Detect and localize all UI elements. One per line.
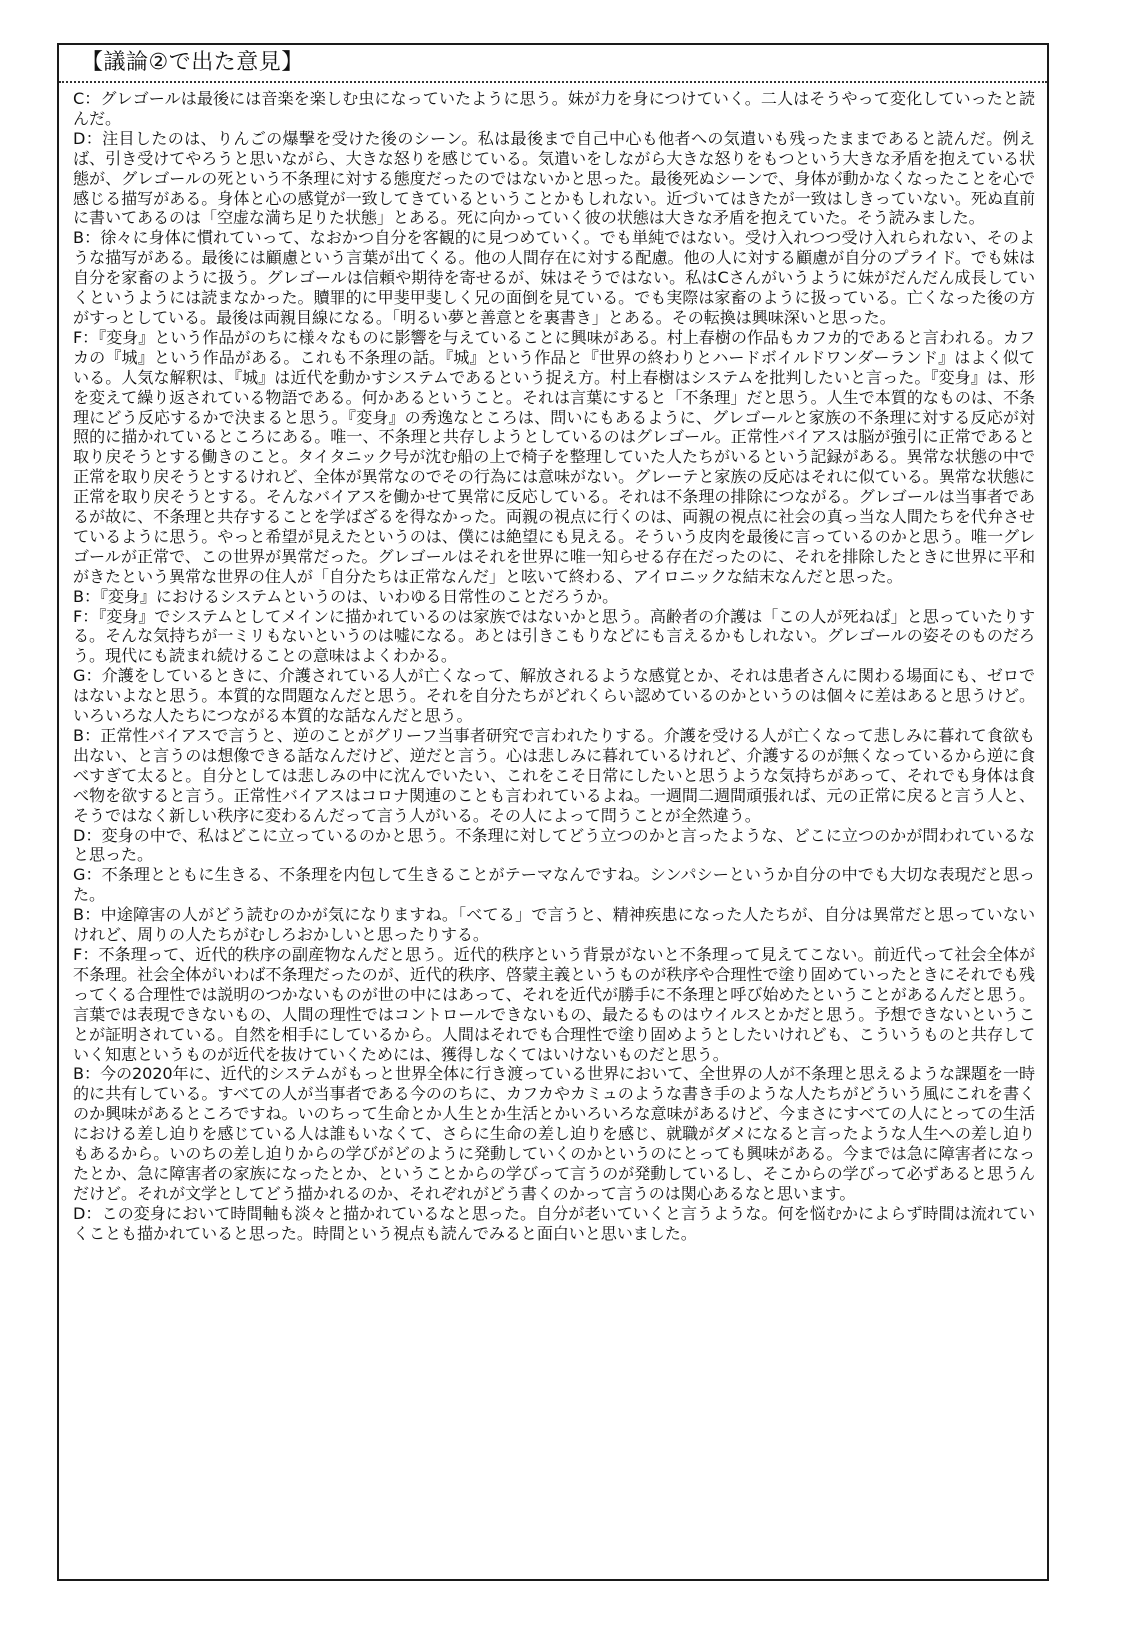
- remark-b-3: B：正常性バイアスで言うと、逆のことがグリーフ当事者研究で言われたりする。介護を受ける人が亡くなって悲しみに暮れて食欲も出ない、と言うのは想像できる話なんだけど、逆だと言う。心は悲しみに暮れているけれど、介護するのが無くなっているから逆に食べすぎて太ると。自分としては悲しみの中に沈んでいたい、これをこそ日常にしたいと思うような気持ちがあって、それでも身体は食べ物を欲すると言う。正常性バイアスはコロナ関連のことも言われているよね。一週間二週間頑張れば、元の正常に戻ると言う人と、そうではなく新しい秩序に変わるんだって言う人がいる。その人によって問うことが全然違う。: [73, 726, 1035, 825]
- remark-b-1: B：徐々に身体に慣れていって、なおかつ自分を客観的に見つめていく。でも単純ではない。受け入れつつ受け入れられない、そのような描写がある。最後には顧慮という言葉が出てくる。他の人間存在に対する配慮。他の人に対する顧慮が自分のプライド。でも妹は自分を家畜のように扱う。グレゴールは信頼や期待を寄せるが、妹はそうではない。私はCさんがいうように妹がだんだん成長していくというようには読まなかった。贖罪的に甲斐甲斐しく兄の面倒を見ている。でも実際は家畜のように扱っている。亡くなった後の方がすっとしている。最後は両親目線になる。「明るい夢と善意とを裏書き」とある。その転換は興味深いと思った。: [73, 228, 1035, 327]
- remark-d-2: D：変身の中で、私はどこに立っているのかと思う。不条理に対してどう立つのかと言ったような、どこに立つのかが問われているなと思った。: [73, 825, 1035, 865]
- document-header: [59, 45, 1047, 83]
- remark-f-3: F：不条理って、近代的秩序の副産物なんだと思う。近代的秩序という背景がないと不条理って見えてこない。前近代って社会全体が不条理。社会全体がいわば不条理だったのが、近代的秩序、啓蒙主義というものが秩序や合理性で塗り固めていったときにそれでも残ってくる合理性では説明のつかないものが世の中にはあって、それを近代が勝手に不条理と呼び始めたということがあるんだと思う。言葉では表現できないもの、人間の理性ではコントロールできないもの、最たるものはウイルスとかだと思う。予想できないということが証明されている。自然を相手にしているから。人間はそれでも合理性で塗り固めようとしたいけれども、こういうものと共存していく知恵というものが近代を抜けていくためには、獲得しなくてはいけないものだと思う。: [73, 944, 1035, 1064]
- document-title: 【議論②で出た意見】: [81, 50, 304, 75]
- remark-g-1: G：介護をしているときに、介護されている人が亡くなって、解放されるような感覚とか、それは患者さんに関わる場面にも、ゼロではないよなと思う。本質的な問題なんだと思う。それを自分たちがどれくらい認めているのかというのは個々に差はあると思うけど。いろいろな人たちにつながる本質的な話なんだと思う。: [73, 666, 1035, 726]
- document-body: [59, 83, 1047, 1244]
- document-frame: [57, 43, 1049, 1581]
- remark-f-1: F：『変身』という作品がのちに様々なものに影響を与えていることに興味がある。村上春樹の作品もカフカ的であると言われる。カフカの『城』という作品がある。これも不条理の話。『城』という作品と『世界の終わりとハードボイルドワンダーランド』はよく似ている。人気な解釈は、『城』は近代を動かすシステムであるという捉え方。村上春樹はシステムを批判したいと言った。『変身』は、形を変えて繰り返されている物語である。何かあるということ。それは言葉にすると「不条理」だと思う。人生で本質的なものは、不条理にどう反応するかで決まると思う。『変身』の秀逸なところは、問いにもあるように、グレゴールと家族の不条理に対する反応が対照的に描かれているところにある。唯一、不条理と共存しようとしているのはグレゴール。正常性バイアスは脳が強引に正常であると取り戻そうとする働きのこと。タイタニック号が沈む船の上で椅子を整理していた人たちがいるという記録がある。異常な状態の中で正常を取り戻そうとするけれど、全体が異常なのでその行為には意味がない。グレーテと家族の反応はそれに似ている。異常な状態に正常を取り戻そうとする。そんなバイアスを働かせて異常に反応している。それは不条理の排除につながる。グレゴールは当事者であるが故に、不条理と共存することを学ばざるを得なかった。両親の視点に行くのは、両親の視点に社会の真っ当な人間たちを代弁させているように思う。やっと希望が見えたというのは、僕には絶望にも見える。そういう皮肉を最後に言っているのかと思う。唯一グレゴールが正常で、この世界が異常だった。グレゴールはそれを世界に唯一知らせる存在だったのに、それを排除したときに世界に平和がきたという異常な世界の住人が「自分たちは正常なんだ」と呟いて終わる、アイロニックな結末なんだと思った。: [73, 327, 1035, 586]
- remark-d-1: D：注目したのは、りんごの爆撃を受けた後のシーン。私は最後まで自己中心も他者への気遣いも残ったままであると読んだ。例えば、引き受けてやろうと思いながら、大きな怒りを感じている。気遣いをしながら大きな怒りをもつという大きな矛盾を抱えている状態が、グレゴールの死という不条理に対する態度だったのではないかと思った。最後死ぬシーンで、身体が動かなくなったことを心で感じる描写がある。身体と心の感覚が一致してきているということかもしれない。近づいてはきたが一致はしきっていない。死ぬ直前に書いてあるのは「空虚な満ち足りた状態」とある。死に向かっていく彼の状態は大きな矛盾を抱えていた。そう読みました。: [73, 128, 1035, 228]
- remark-c-1: C：グレゴールは最後には音楽を楽しむ虫になっていたように思う。妹が力を身につけていく。二人はそうやって変化していったと読んだ。: [73, 89, 1035, 128]
- remark-b-4: B：中途障害の人がどう読むのかが気になりますね。「べてる」で言うと、精神疾患になった人たちが、自分は異常だと思っていないけれど、周りの人たちがむしろおかしいと思ったりする。: [73, 905, 1035, 945]
- remark-f-2: F：『変身』でシステムとしてメインに描かれているのは家族ではないかと思う。高齢者の介護は「この人が死ねば」と思っていたりする。そんな気持ちが一ミリもないというのは嘘になる。あとは引きこもりなどにも言えるかもしれない。グレゴールの姿そのものだろう。現代にも読まれ続けることの意味はよくわかる。: [73, 606, 1035, 666]
- remark-g-2: G：不条理とともに生きる、不条理を内包して生きることがテーマなんですね。シンパシーというか自分の中でも大切な表現だと思った。: [73, 865, 1035, 905]
- remark-d-3: D：この変身において時間軸も淡々と描かれているなと思った。自分が老いていくと言うような。何を悩むかによらず時間は流れていくことも描かれていると思った。時間という視点も読んでみると面白いと思いました。: [73, 1203, 1035, 1243]
- remark-b-5: B：今の2020年に、近代的システムがもっと世界全体に行き渡っている世界において、全世界の人が不条理と思えるような課題を一時的に共有している。すべての人が当事者である今ののちに、カフカやカミュのような書き手のような人たちがどういう風にこれを書くのか興味があるところですね。いのちって生命とか人生とか生活とかいろいろな意味があるけど、今まさにすべての人にとっての生活における差し迫りを感じている人は誰もいなくて、さらに生命の差し迫りを感じ、就職がダメになると言ったような人生への差し迫りもあるから。いのちの差し迫りからの学びがどのように発動していくのかというのにとっても興味がある。今までは急に障害者になったとか、急に障害者の家族になったとか、ということからの学びって言うのが発動しているし、そこからの学びって必ずあると思うんだけど。それが文学としてどう描かれるのか、それぞれがどう書くのかって言うのは関心あるなと思います。: [73, 1064, 1035, 1203]
- remark-b-2: B：『変身』におけるシステムというのは、いわゆる日常性のことだろうか。: [73, 586, 619, 606]
